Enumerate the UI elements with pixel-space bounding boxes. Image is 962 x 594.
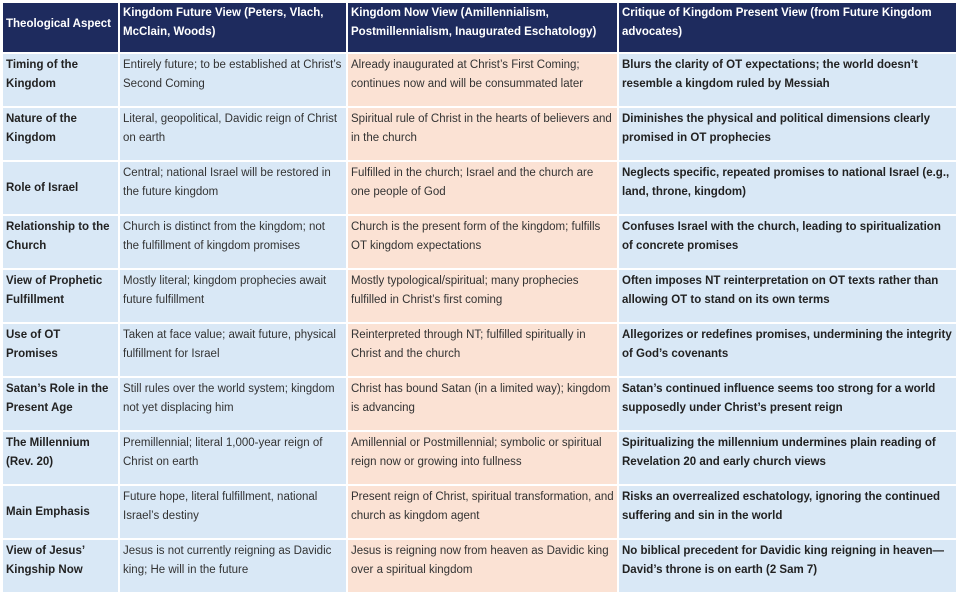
- critique-cell: Risks an overrealized eschatology, ignoring the continued suffering and sin in the world: [619, 486, 958, 540]
- header-kingdom-future-view: Kingdom Future View (Peters, Vlach, McClain, Woods): [120, 3, 348, 54]
- aspect-cell: Relationship to the Church: [3, 216, 120, 270]
- aspect-cell: Role of Israel: [3, 162, 120, 216]
- aspect-cell: Main Emphasis: [3, 486, 120, 540]
- aspect-cell: View of Prophetic Fulfillment: [3, 270, 120, 324]
- table-row: [3, 108, 958, 162]
- future-view-cell: Entirely future; to be established at Christ’s Second Coming: [120, 54, 348, 108]
- now-view-cell: Mostly typological/spiritual; many prophecies fulfilled in Christ’s first coming: [348, 270, 619, 324]
- aspect-cell: Nature of the Kingdom: [3, 108, 120, 162]
- aspect-cell: Use of OT Promises: [3, 324, 120, 378]
- critique-cell: Blurs the clarity of OT expectations; the world doesn’t resemble a kingdom ruled by Messiah: [619, 54, 958, 108]
- header-critique: Critique of Kingdom Present View (from Future Kingdom advocates): [619, 3, 958, 54]
- future-view-cell: Jesus is not currently reigning as Davidic king; He will in the future: [120, 540, 348, 594]
- now-view-cell: Amillennial or Postmillennial; symbolic or spiritual reign now or growing into fullness: [348, 432, 619, 486]
- aspect-cell: View of Jesus’ Kingship Now: [3, 540, 120, 594]
- future-view-cell: Still rules over the world system; kingdom not yet displacing him: [120, 378, 348, 432]
- now-view-cell: Christ has bound Satan (in a limited way); kingdom is advancing: [348, 378, 619, 432]
- kingdom-views-comparison-table: [3, 3, 958, 594]
- now-view-cell: Reinterpreted through NT; fulfilled spiritually in Christ and the church: [348, 324, 619, 378]
- aspect-cell: The Millennium (Rev. 20): [3, 432, 120, 486]
- table-row: [3, 270, 958, 324]
- table-row: [3, 378, 958, 432]
- table-row: [3, 486, 958, 540]
- future-view-cell: Church is distinct from the kingdom; not the fulfillment of kingdom promises: [120, 216, 348, 270]
- table-row: [3, 216, 958, 270]
- critique-cell: No biblical precedent for Davidic king reigning in heaven—David’s throne is on earth (2 Sam 7): [619, 540, 958, 594]
- critique-cell: Allegorizes or redefines promises, undermining the integrity of God’s covenants: [619, 324, 958, 378]
- table-row: [3, 324, 958, 378]
- future-view-cell: Premillennial; literal 1,000-year reign of Christ on earth: [120, 432, 348, 486]
- header-kingdom-now-view: Kingdom Now View (Amillennialism, Postmillennialism, Inaugurated Eschatology): [348, 3, 619, 54]
- now-view-cell: Already inaugurated at Christ’s First Coming; continues now and will be consummated later: [348, 54, 619, 108]
- future-view-cell: Mostly literal; kingdom prophecies await future fulfillment: [120, 270, 348, 324]
- now-view-cell: Fulfilled in the church; Israel and the church are one people of God: [348, 162, 619, 216]
- critique-cell: Neglects specific, repeated promises to national Israel (e.g., land, throne, kingdom): [619, 162, 958, 216]
- future-view-cell: Literal, geopolitical, Davidic reign of Christ on earth: [120, 108, 348, 162]
- critique-cell: Confuses Israel with the church, leading to spiritualization of concrete promises: [619, 216, 958, 270]
- future-view-cell: Taken at face value; await future, physical fulfillment for Israel: [120, 324, 348, 378]
- table-row: [3, 54, 958, 108]
- critique-cell: Spiritualizing the millennium undermines plain reading of Revelation 20 and early church views: [619, 432, 958, 486]
- now-view-cell: Church is the present form of the kingdom; fulfills OT kingdom expectations: [348, 216, 619, 270]
- header-row: [3, 3, 958, 54]
- critique-cell: Diminishes the physical and political dimensions clearly promised in OT prophecies: [619, 108, 958, 162]
- future-view-cell: Future hope, literal fulfillment, national Israel’s destiny: [120, 486, 348, 540]
- now-view-cell: Jesus is reigning now from heaven as Davidic king over a spiritual kingdom: [348, 540, 619, 594]
- critique-cell: Often imposes NT reinterpretation on OT texts rather than allowing OT to stand on its own terms: [619, 270, 958, 324]
- header-theological-aspect: Theological Aspect: [3, 3, 120, 54]
- aspect-cell: Satan’s Role in the Present Age: [3, 378, 120, 432]
- table-row: [3, 162, 958, 216]
- future-view-cell: Central; national Israel will be restored in the future kingdom: [120, 162, 348, 216]
- table-row: [3, 540, 958, 594]
- table-row: [3, 432, 958, 486]
- now-view-cell: Present reign of Christ, spiritual transformation, and church as kingdom agent: [348, 486, 619, 540]
- critique-cell: Satan’s continued influence seems too strong for a world supposedly under Christ’s present reign: [619, 378, 958, 432]
- aspect-cell: Timing of the Kingdom: [3, 54, 120, 108]
- now-view-cell: Spiritual rule of Christ in the hearts of believers and in the church: [348, 108, 619, 162]
